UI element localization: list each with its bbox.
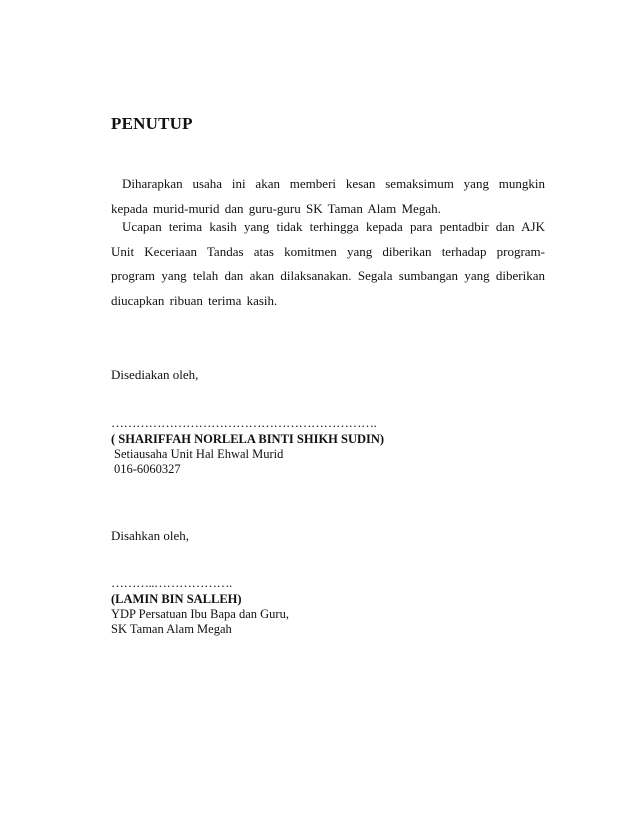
approved-by-label: Disahkan oleh, bbox=[111, 528, 189, 543]
approved-position: YDP Persatuan Ibu Bapa dan Guru, bbox=[111, 607, 289, 621]
approved-signature-line: ………..………………. bbox=[111, 575, 232, 590]
paragraph-1 bbox=[111, 172, 545, 221]
prepared-phone: 016-6060327 bbox=[114, 462, 181, 476]
prepared-position: Setiausaha Unit Hal Ehwal Murid bbox=[114, 447, 284, 461]
prepared-name: ( SHARIFFAH NORLELA BINTI SHIKH SUDIN) bbox=[111, 432, 385, 446]
page-heading: PENUTUP bbox=[111, 114, 193, 133]
prepared-by-label: Disediakan oleh, bbox=[111, 367, 199, 382]
prepared-signature-line: ………………………………………………………. bbox=[111, 415, 377, 430]
paragraph-1-text: Diharapkan usaha ini akan memberi kesan semaksimum yang mungkin kepada murid-murid dan guru-guru SK Taman Alam Megah. bbox=[111, 176, 545, 216]
paragraph-2 bbox=[111, 215, 545, 313]
paragraph-2-text: Ucapan terima kasih yang tidak terhingga kepada para pentadbir dan AJK Unit Keceriaan Tandas atas komitmen yang diberikan terhadap program-program yang telah dan akan dilaksanakan. Segala sumbangan yang diberikan diucapkan ribuan terima kasih. bbox=[111, 219, 545, 308]
approved-school: SK Taman Alam Megah bbox=[111, 622, 232, 636]
approved-name: (LAMIN BIN SALLEH) bbox=[111, 592, 242, 606]
